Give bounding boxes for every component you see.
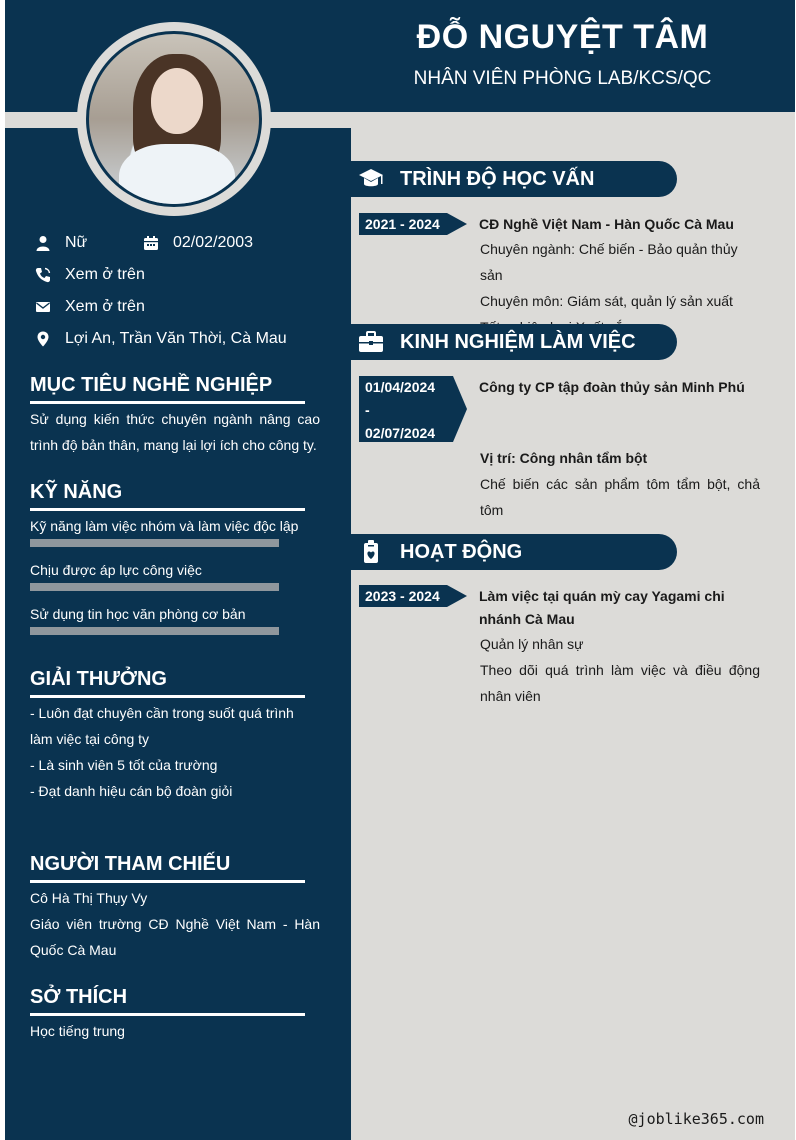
references-title: NGƯỜI THAM CHIẾU <box>30 853 305 883</box>
activity-line: Quản lý nhân sự <box>480 636 584 652</box>
hobbies-text: Học tiếng trung <box>30 1023 125 1039</box>
user-icon <box>35 235 51 251</box>
gender-row <box>35 234 87 252</box>
location-pin-icon <box>35 331 51 347</box>
calendar-icon <box>143 235 159 251</box>
email-row <box>35 298 145 316</box>
award-item: - Luôn đạt chuyên cần trong suốt quá trình làm việc tại công ty <box>30 705 294 747</box>
birthday-row <box>143 234 253 252</box>
phone-row <box>35 266 145 284</box>
hobbies-title: SỞ THÍCH <box>30 986 305 1016</box>
experience-end: 02/07/2024 <box>365 425 436 441</box>
skill-bar <box>30 627 279 635</box>
briefcase-icon <box>358 330 384 354</box>
experience-company: Công ty CP tập đoàn thủy sản Minh Phú <box>479 379 745 395</box>
skill-bar <box>30 539 279 547</box>
address-value: Lợi An, Trần Văn Thời, Cà Mau <box>65 330 287 347</box>
skills-title: KỸ NĂNG <box>30 481 305 511</box>
objective-text: Sử dụng kiến thức chuyên ngành nâng cao trình độ bản thân, mang lại lợi ích cho công ty. <box>30 411 320 453</box>
activities-period: 2023 - 2024 <box>359 585 447 607</box>
email-value: Xem ở trên <box>65 298 145 315</box>
experience-start: 01/04/2024 <box>365 379 436 395</box>
skill-item: Chịu được áp lực công việc <box>30 562 202 578</box>
education-school: CĐ Nghề Việt Nam - Hàn Quốc Cà Mau <box>479 216 734 232</box>
job-title: NHÂN VIÊN PHÒNG LAB/KCS/QC <box>413 68 712 89</box>
skill-bar <box>30 583 279 591</box>
education-heading <box>346 161 677 197</box>
activities-heading <box>346 534 677 570</box>
education-line: Chuyên ngành: Chế biến - Bảo quản thủy sản <box>480 241 738 283</box>
experience-title: KINH NGHIỆM LÀM VIỆC <box>400 331 636 353</box>
references-block <box>30 885 320 963</box>
graduation-cap-icon <box>358 167 384 191</box>
activities-title: HOẠT ĐỘNG <box>400 541 523 563</box>
experience-heading <box>346 324 677 360</box>
candidate-name: ĐỖ NGUYỆT TÂM <box>416 18 709 56</box>
envelope-icon <box>35 299 51 315</box>
award-item: - Là sinh viên 5 tốt của trường <box>30 757 218 773</box>
skill-item: Sử dụng tin học văn phòng cơ bản <box>30 606 246 622</box>
gender-value: Nữ <box>65 234 88 251</box>
reference-detail: Giáo viên trường CĐ Nghề Việt Nam - Hàn Quốc Cà Mau <box>30 916 320 958</box>
education-title: TRÌNH ĐỘ HỌC VẤN <box>400 168 595 190</box>
watermark: @joblike365.com <box>628 1110 764 1128</box>
badge-heart-icon <box>358 540 384 564</box>
birthday-value: 02/02/2003 <box>173 234 254 251</box>
awards-title: GIẢI THƯỞNG <box>30 668 305 698</box>
education-period: 2021 - 2024 <box>359 213 447 235</box>
skill-item: Kỹ năng làm việc nhóm và làm việc độc lập <box>30 518 299 534</box>
awards-list <box>30 700 320 804</box>
address-row <box>35 330 287 348</box>
activities-place: Làm việc tại quán mỳ cay Yagami chi nhánh Cà Mau <box>479 588 725 627</box>
activity-line: Theo dõi quá trình làm việc và điều động nhân viên <box>480 662 760 704</box>
experience-description: Chế biến các sản phẩm tôm tẩm bột, chả tôm <box>480 476 760 518</box>
education-line: Chuyên môn: Giám sát, quản lý sản xuất <box>480 293 733 309</box>
phone-icon <box>35 267 51 283</box>
objective-title: MỤC TIÊU NGHỀ NGHIỆP <box>30 374 305 404</box>
reference-name: Cô Hà Thị Thụy Vy <box>30 890 148 906</box>
award-item: - Đạt danh hiệu cán bộ đoàn giỏi <box>30 783 233 799</box>
experience-position: Vị trí: Công nhân tẩm bột <box>480 450 648 466</box>
activities-lines <box>480 631 760 709</box>
experience-sep: - <box>365 402 370 418</box>
phone-value: Xem ở trên <box>65 266 145 283</box>
avatar <box>86 31 262 207</box>
